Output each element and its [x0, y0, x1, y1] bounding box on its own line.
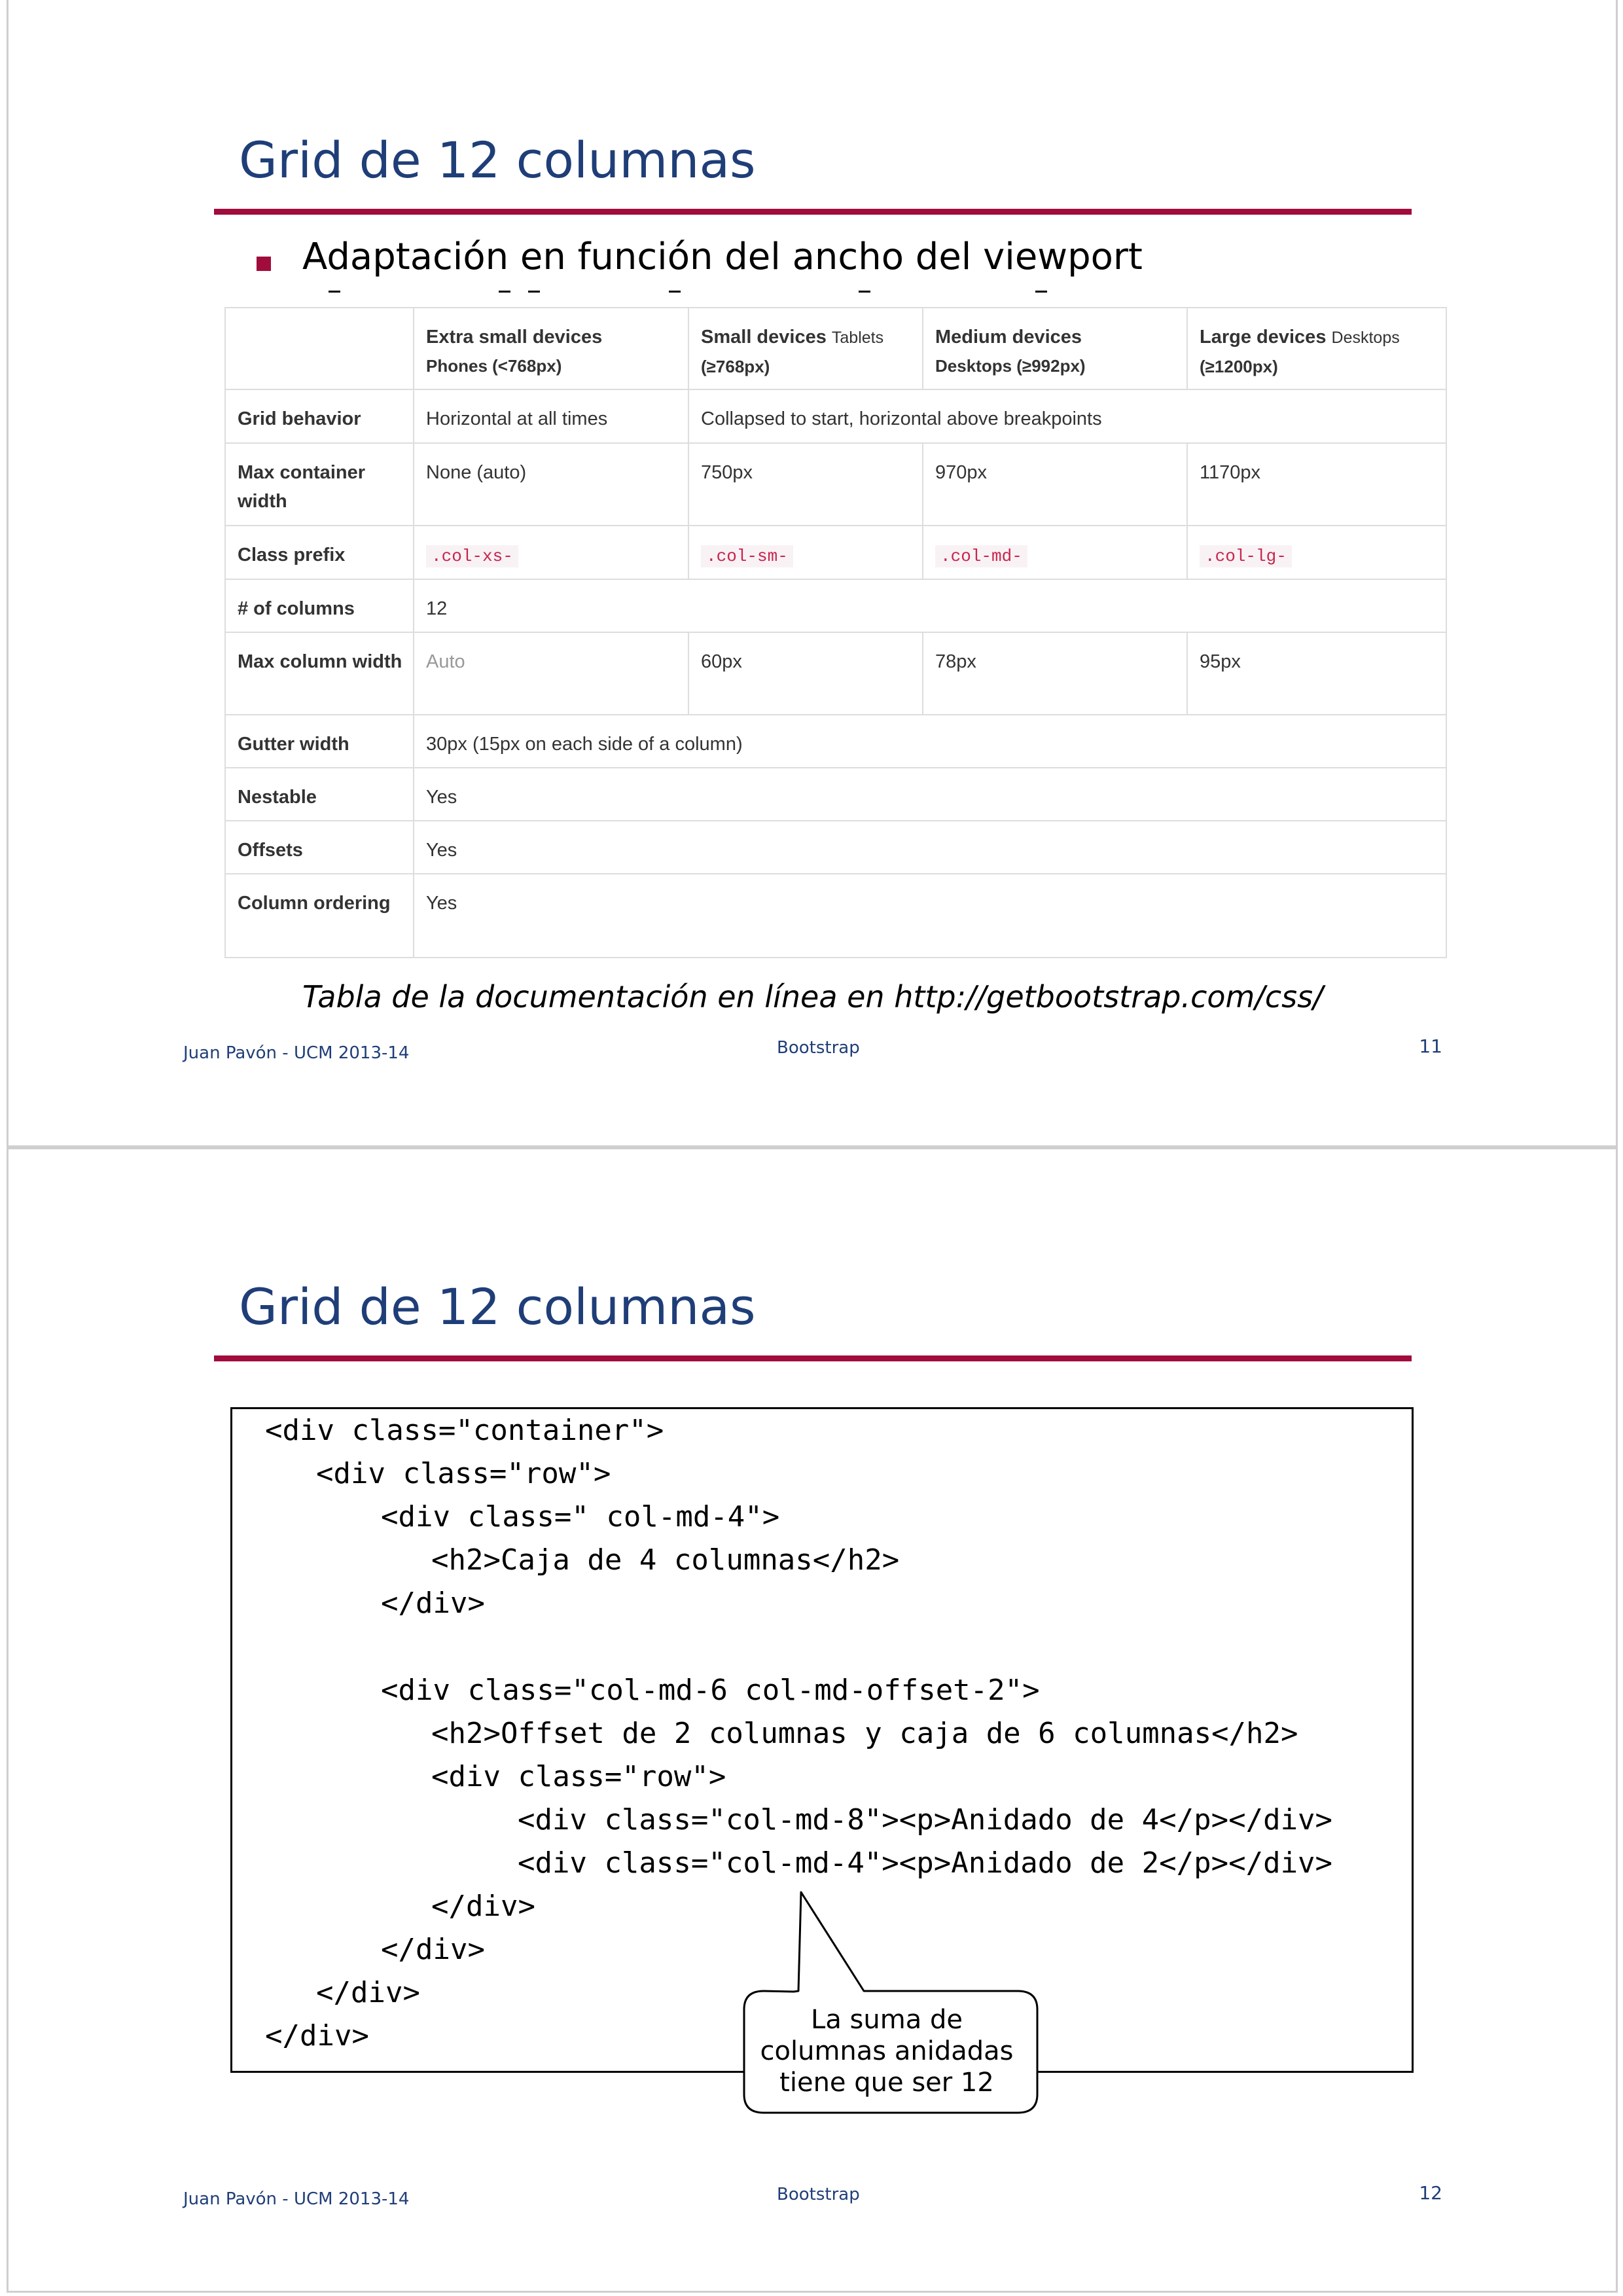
table-row [225, 768, 1446, 821]
cell-nestable-value: Yes [414, 768, 1446, 821]
code-col-sm: .col-sm- [701, 545, 793, 567]
slide-2-footer-topic: Bootstrap [777, 2185, 860, 2204]
slide-1-footer-topic: Bootstrap [777, 1038, 860, 1058]
cell-grid-behavior-xs: Horizontal at all times [414, 389, 688, 443]
cell-grid-behavior-rest: Collapsed to start, horizontal above breakpoints [688, 389, 1446, 443]
cell-max-column-md: 78px [923, 632, 1187, 715]
table-row [225, 443, 1446, 526]
row-label-max-column: Max column width [225, 632, 414, 715]
table-row [225, 579, 1446, 632]
cell-class-prefix-sm [688, 526, 923, 579]
table-header-row [225, 308, 1446, 389]
slide-2-footer-author: Juan Pavón - UCM 2013-14 [183, 2189, 410, 2209]
callout-text [740, 2004, 1034, 2098]
table-row [225, 821, 1446, 874]
code-col-lg: .col-lg- [1200, 545, 1292, 567]
cell-class-prefix-xs [414, 526, 688, 579]
row-label-class-prefix: Class prefix [225, 526, 414, 579]
row-label-columns: # of columns [225, 579, 414, 632]
row-label-offsets: Offsets [225, 821, 414, 874]
table-row [225, 389, 1446, 443]
code-col-xs: .col-xs- [426, 545, 518, 567]
row-label-gutter: Gutter width [225, 715, 414, 768]
table-corner-cell [225, 308, 414, 389]
code-line: <div class="col-md-8"><p>Anidado de 4</p></div> [518, 1803, 1333, 1837]
table-row [225, 874, 1446, 958]
table-row [225, 526, 1446, 579]
code-line: <div class="col-md-4"><p>Anidado de 2</p></div> [518, 1846, 1333, 1880]
row-label-max-container: Max container width [225, 443, 414, 526]
cell-max-container-sm: 750px [688, 443, 923, 526]
cell-class-prefix-lg [1187, 526, 1446, 579]
cell-max-column-lg: 95px [1187, 632, 1446, 715]
slide-1-caption: Tabla de la documentación en línea en http://getbootstrap.com/css/ [302, 979, 1323, 1014]
code-line: </div> [316, 1976, 420, 2009]
bullet-square-icon [257, 257, 271, 271]
cell-columns-value: 12 [414, 579, 1446, 632]
code-line: <div class="col-md-6 col-md-offset-2"> [381, 1674, 1040, 1707]
code-line: <div class="row"> [431, 1760, 726, 1793]
slide-2-page-number: 12 [1419, 2182, 1442, 2204]
cell-offsets-value: Yes [414, 821, 1446, 874]
cell-gutter-value: 30px (15px on each side of a column) [414, 715, 1446, 768]
slide-1-title: Grid de 12 columnas [239, 131, 756, 189]
cell-class-prefix-md [923, 526, 1187, 579]
code-line: </div> [381, 1933, 485, 1966]
code-line: <div class=" col-md-4"> [381, 1500, 780, 1534]
table-row [225, 715, 1446, 768]
code-line: </div> [431, 1890, 535, 1923]
cell-max-container-lg: 1170px [1187, 443, 1446, 526]
row-label-nestable: Nestable [225, 768, 414, 821]
code-line: <div class="container"> [265, 1414, 664, 1447]
slide-1-footer-author: Juan Pavón - UCM 2013-14 [183, 1043, 410, 1063]
header-large: Large devices Desktops (≥1200px) [1187, 308, 1446, 389]
cell-max-container-md: 970px [923, 443, 1187, 526]
cell-max-column-xs: Auto [414, 632, 688, 715]
slide-1-bullet: Adaptación en función del ancho del viewport [302, 236, 1143, 278]
row-label-grid-behavior: Grid behavior [225, 389, 414, 443]
grid-options-table [224, 307, 1447, 958]
cell-max-column-sm: 60px [688, 632, 923, 715]
cell-column-ordering-value: Yes [414, 874, 1446, 958]
slide-1-page-number: 11 [1419, 1035, 1442, 1057]
callout-line: tiene que ser 12 [779, 2068, 994, 2098]
code-line: <div class="row"> [316, 1457, 611, 1490]
code-col-md: .col-md- [935, 545, 1027, 567]
header-small: Small devices Tablets (≥768px) [688, 308, 923, 389]
table-row [225, 632, 1446, 715]
code-line: </div> [265, 2019, 369, 2053]
row-label-column-ordering: Column ordering [225, 874, 414, 958]
header-medium: Medium devices Desktops (≥992px) [923, 308, 1187, 389]
callout-line: La suma de [811, 2005, 963, 2035]
code-line: <h2>Caja de 4 columnas</h2> [431, 1543, 900, 1577]
cell-max-container-xs: None (auto) [414, 443, 688, 526]
code-line: <h2>Offset de 2 columnas y caja de 6 columnas</h2> [431, 1717, 1298, 1750]
clipped-text-remnant [302, 287, 1055, 293]
header-extra-small: Extra small devices Phones (<768px) [414, 308, 688, 389]
code-line: </div> [381, 1587, 485, 1620]
callout-line: columnas anidadas [760, 2036, 1014, 2066]
slide-1-title-rule [214, 209, 1412, 215]
slide-2-title: Grid de 12 columnas [239, 1278, 756, 1336]
slide-2-title-rule [214, 1355, 1412, 1361]
